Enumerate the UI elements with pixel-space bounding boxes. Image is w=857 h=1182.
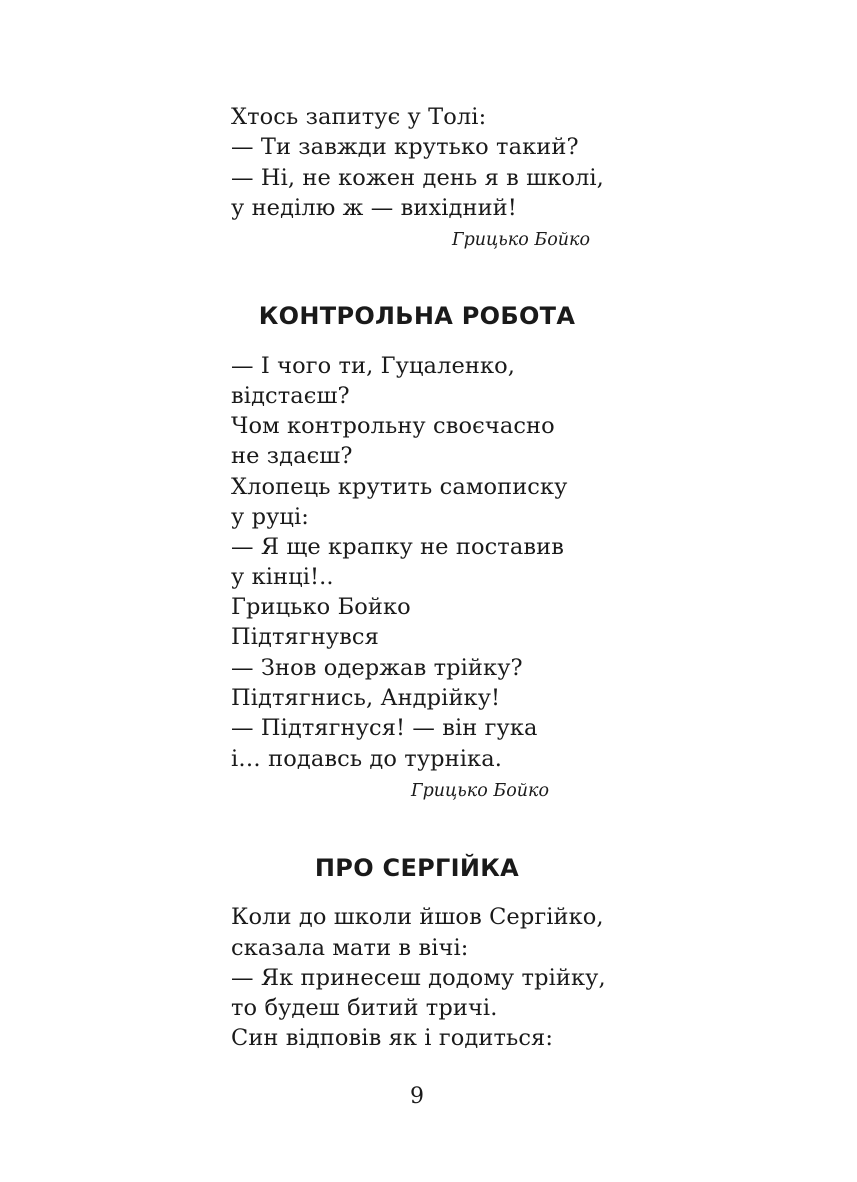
poem-line: сказала мати в вічі: (231, 935, 469, 961)
poem-line: Грицько Бойко (231, 594, 411, 620)
poem-author: Грицько Бойко (411, 781, 550, 801)
poem-line: — І чого ти, Гуцаленко, (231, 353, 516, 379)
poem-line: Чом контрольну своєчасно (231, 413, 555, 439)
poem-line: — Ти завжди крутько такий? (231, 134, 579, 160)
poem-line: Підтягнись, Андрійку! (231, 685, 501, 711)
poem-line: у кінці!.. (231, 564, 334, 590)
poem-title: ПРО СЕРГІЙКА (314, 854, 520, 882)
poem-line: Коли до школи йшов Сергійко, (231, 904, 604, 930)
poem-line: Хлопець крутить самописку (231, 474, 568, 500)
poem-line: Підтягнувся (231, 624, 379, 650)
poem-line: — Знов одержав трійку? (231, 655, 523, 681)
poem-line: — Підтягнуся! — він гука (231, 715, 538, 741)
page-number: 9 (410, 1084, 424, 1109)
poem-author: Грицько Бойко (452, 230, 591, 250)
poem-line: то будеш битий тричі. (231, 995, 498, 1021)
poem-line: Хтось запитує у Толі: (231, 104, 487, 130)
poem-line: відстаєш? (231, 383, 350, 409)
poem-line: — Як принесеш додому трійку, (231, 965, 606, 991)
poem-line: у неділю ж — вихідний! (231, 195, 517, 221)
poem-line: Син відповів як і годиться: (231, 1025, 554, 1051)
poem-title: КОНТРОЛЬНА РОБОТА (258, 302, 576, 330)
poem-line: — Ні, не кожен день я в школі, (231, 165, 604, 191)
poem-line: не здаєш? (231, 443, 353, 469)
poem-line: у руці: (231, 504, 309, 530)
poem-line: — Я ще крапку не поставив (231, 534, 564, 560)
poem-line: і… подавсь до турніка. (231, 746, 502, 772)
